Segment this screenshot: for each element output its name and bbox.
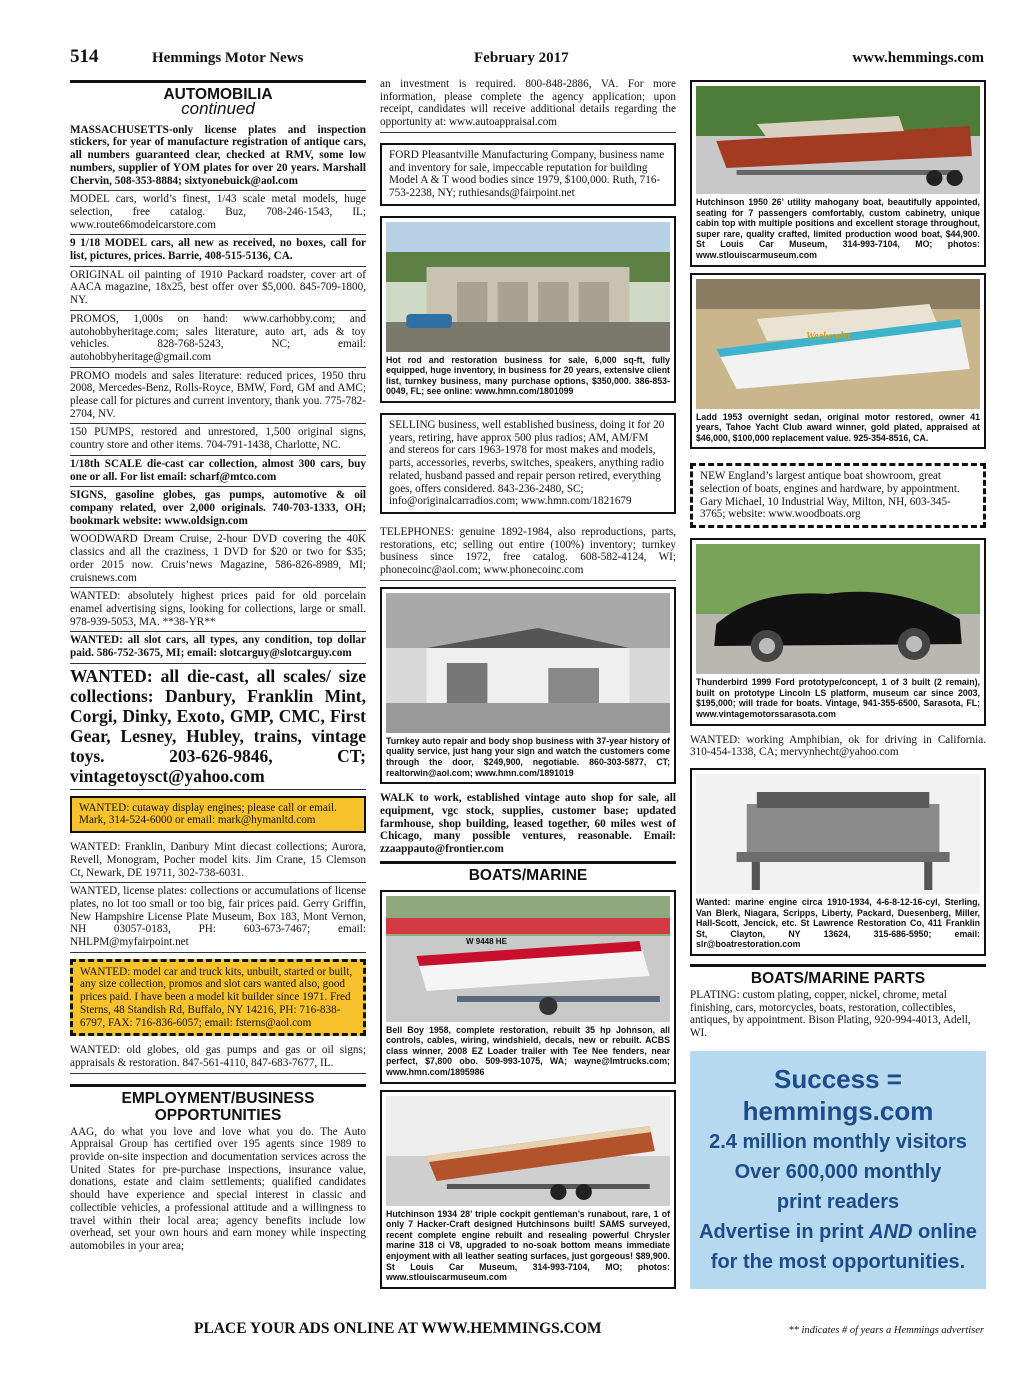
column-3 [690, 80, 986, 1330]
classified-ad: WANTED: Franklin, Danbury Mint diecast collections; Aurora, Revell, Monogram, Pocher model kits. Jim Crane, 15 Clemson Ct, Newark, DE 19711, 302-738-6031. [70, 839, 366, 883]
boat-registration: W 9448 HE [466, 936, 507, 946]
photo-caption: Turnkey auto repair and body shop business with 37-year history of quality service, just hang your sign and watch the customers come through the door, $249,900, negotiable. 860-303-5877, CT; realtorwin@aol.com; www.hmn.com/1891019 [386, 735, 670, 778]
shop-photo [386, 222, 670, 352]
classified-ad-boxed: SELLING business, well established business, doing it for 20 years, retiring, have approx 500 plus radios; AM, AM/FM and stereos for cars 1963-1978 for most makes and models, parts, accessories, reverbs, switches, speakers, anything radio related, husband passed and repair person retired, everything goes, offers considered. 843-236-2480, SC; info@originalcarradios.com; www.hmn.com/1821679 [380, 413, 676, 514]
classified-ad: 1/18th SCALE die-cast car collection, almost 300 cars, buy one or all. For list email: scharf@mtco.com [70, 456, 366, 487]
classified-ad: an investment is required. 800-848-2886, VA. For more information, please complete the agency application; upon receipt, candidates will receive additional details regarding the opportunity at: www.autoappraisal.com [380, 76, 676, 133]
classified-ad: PROMOS, 1,000s on hand: www.carhobby.com; and autohobbyheritage.com; sales literature, auto art, ads & toy vehicles. 828-768-5243, NC; email: autohobbyheritage@gmail.com [70, 311, 366, 368]
engine-photo [696, 774, 980, 894]
publication-name: Hemmings Motor News [152, 50, 304, 66]
boat-photo [386, 896, 670, 1022]
classified-ad: WANTED: absolutely highest prices paid for old porcelain enamel advertising signs, looking for collections, large or small. 978-939-5053, MA. **38-YR** [70, 588, 366, 632]
classified-ad: 9 1/18 MODEL cars, all new as received, no boxes, call for list, pictures, prices. Barrie, 408-515-5136, CA. [70, 235, 366, 266]
column-1 [70, 80, 366, 1330]
header-url[interactable]: www.hemmings.com [852, 50, 984, 66]
footer-cta[interactable]: PLACE YOUR ADS ONLINE AT WWW.HEMMINGS.COM [194, 1320, 602, 1337]
promo-line: for the most opportunities. [710, 1250, 966, 1273]
classified-ad-dashed: NEW England’s largest antique boat showroom, great selection of boats, engines and hardware, by appointment. Gary Michael, 10 Industrial Way, Milton, NH, 603-345-3765; website: www.woodboats.org [690, 463, 986, 528]
classified-ad-dashed: WANTED: model car and truck kits, unbuilt, started or built, any size collection, promos and slot cars wanted also, good prices paid. I have been a model kit builder since 1971. Fred Sterns, 48 Standish Rd, Buffalo, NY 14216, PH: 716-838-6797, FAX: 716-836-6057; email: fsterns@aol.com [70, 959, 366, 1037]
photo-caption: Hot rod and restoration business for sale, 6,000 sq-ft, fully equipped, huge inventory, in business for 20 years, extensive client list, turnkey business, many purchase options, $350,000. 386-853-0049, FL; see online: www.hmn.com/1801099 [386, 354, 670, 397]
section-title-boats-marine: BOATS/MARINE [468, 866, 588, 884]
classified-ad: PROMO models and sales literature: reduced prices, 1950 thru 2008, Mercedes-Benz, Rolls-Royce, BMW, Ford, GM and AMC; please call for pictures and current inventory, thank you. 775-782-2704, NV. [70, 368, 366, 425]
shop-photo [386, 593, 670, 733]
classified-ad: PLATING: custom plating, copper, nickel, chrome, metal finishing, cars, motorcycles, boats, restoration, collectibles, antiques, by appointment. Bison Plating, 920-994-4013, Adell, WI. [690, 988, 971, 1040]
page-number: 514 [70, 46, 99, 67]
promo-text-emphasis: AND [869, 1220, 913, 1243]
photo-ad [690, 538, 986, 725]
promo-line [698, 1217, 978, 1247]
classified-ad: WANTED, license plates: collections or accumulations of license plates, no lot too small or too big, fair prices paid. Gerry Griffin, New Hampshire License Plate Museum, Box 183, Mont Vernon, NH 03057-0183, PH: 603-673-7467; email: NHLPM@myfairpoint.net [70, 883, 366, 953]
photo-ad [380, 890, 676, 1084]
photo-caption: Hutchinson 1950 26’ utility mahogany boat, beautifully appointed, seating for 7 passengers comfortably, custom cabinetry, unique cabin top with multiple positions and excellent storage throughout, super rare, quality crafted, limited production wood boat, $44,900. St Louis Car Museum, 314-993-7104, MO; photos: www.stlouiscarmuseum.com [696, 197, 980, 260]
column-2 [380, 76, 676, 1326]
photo-ad [380, 587, 676, 784]
classified-list [70, 839, 366, 953]
photo-caption: Ladd 1953 overnight sedan, original motor restored, owner 41 years, Tahoe Yacht Club award winner, gold plated, appraised at $46,000, $100,000 replacement value. 925-354-8516, CA. [696, 411, 980, 443]
classified-ad: WALK to work, established vintage auto shop for sale, all equipment, vgc stock, supplies, customer base; updated farmhouse, shop building, leased together, 60 miles west of Chicago, many possible ventures, reasonable. Email: zzaappauto@frontier.com [380, 790, 676, 864]
classified-ad: MASSACHUSETTS-only license plates and inspection stickers, for year of manufacture registration of antique cars, all numbers guaranteed clear, checked at RMV, some low numbers, supplier of YOM plates for over 20 years. Marshall Chervin, 508-353-8884; sixtyonebuick@aol.com [70, 122, 366, 192]
promo-line: 2.4 million monthly visitors [709, 1130, 967, 1153]
section-title-automobilia: AUTOMOBILIA [70, 80, 366, 103]
photo-ad [690, 768, 986, 956]
photo-caption: Hutchinson 1934 28’ triple cockpit gentleman’s runabout, rare, 1 of only 7 Hacker-Craft designed Hutchinsons built! SAMS surveyed, recent complete engine rebuilt and resealing powerful Chrysler marine 318 ci V8, upgraded to no-soak bottom means immediate enjoyment with all leather seating surfaces, just gorgeous! $89,900. St Louis Car Museum, 314-993-7104, MO; photos: www.stlouiscarmuseum.com [386, 1208, 670, 1283]
issue-date: February 2017 [474, 50, 569, 66]
photo-caption: Bell Boy 1958, complete restoration, rebuilt 35 hp Johnson, all controls, cables, wiring, windshield, decals, new or rebuilt. ACBS class winner, 2008 EZ Loader trailer with Tee Nee fenders, near perfect, $7,800 obo. 509-993-1075, WA; wayne@lmtrucks.com; www.hmn.com/1895986 [386, 1024, 670, 1077]
section-title-boats-marine-parts: BOATS/MARINE PARTS [690, 964, 986, 987]
car-photo [696, 544, 980, 674]
classified-ad: WANTED: working Amphibian, ok for driving in California. 310-454-1338, CA; mervynhecht@yahoo.com [690, 733, 986, 759]
classified-ad: ORIGINAL oil painting of 1910 Packard roadster, cover art of AACA magazine, 18x25, best offer over $5,000. 845-709-1800, NY. [70, 267, 366, 311]
footnote: ** indicates # of years a Hemmings advertiser [788, 1325, 984, 1336]
promo-line: Over 600,000 monthly [734, 1160, 942, 1183]
photo-caption: Thunderbird 1999 Ford prototype/concept, 1 of 3 built (2 remain), built on prototype Lincoln LS platform, museum car since 2003, $195,000; will trade for boats. Vintage, 941-355-6500, Sarasota, FL; www.vintagemotorssarasota.com [696, 677, 980, 719]
classified-ad: WOODWARD Dream Cruise, 2-hour DVD covering the 40K classics and all the craziness, 1 DVD for $20 or two for $35; order 2015 now. Cruis’news Magazine, 586-826-8989, MI; cruisnews.com [70, 531, 366, 588]
photo-ad [690, 273, 986, 450]
promo-line: Success = hemmings.com [742, 1063, 934, 1126]
classified-ad: WANTED: all slot cars, all types, any condition, top dollar paid. 586-752-3675, MI; email: slotcarguy@slotcarguy.com [70, 632, 366, 663]
classified-ad: WANTED: old globes, old gas pumps and gas or oil signs; appraisals & restoration. 847-561-4110, 847-683-7677, IL. [70, 1042, 366, 1073]
classified-ad: SIGNS, gasoline globes, gas pumps, automotive & oil company related, over 2,000 originals. 740-703-1333, OH; bookmark website: www.oldsign.com [70, 487, 366, 531]
classified-list [70, 1042, 366, 1073]
photo-ad [690, 80, 986, 267]
classified-ad: WANTED: all die-cast, all scales/ size collections: Danbury, Franklin Mint, Corgi, Dinky, Exoto, GMP, CMC, First Gear, Lesney, Hubley, trains, vintage toys. 203-626-9846, CT; vintagetoysct@yahoo.com [70, 664, 366, 790]
classified-list [70, 122, 366, 790]
photo-ad [380, 216, 676, 403]
promo-text: online [912, 1220, 977, 1243]
photo-ad [380, 1090, 676, 1289]
section-subtitle: continued [181, 99, 255, 118]
boat-photo [696, 279, 980, 409]
promo-line: print readers [776, 1190, 900, 1213]
classified-ad-boxed: FORD Pleasantville Manufacturing Company, business name and inventory for sale, impeccable reputation for building Model A & T wood bodies since 1979, $100,000. Ruth, 716-753-2238, NY; ruthiesands@fairpoint.net [380, 143, 676, 206]
boat-photo [386, 1096, 670, 1206]
promo-text: Advertise in print [699, 1220, 870, 1243]
promo-banner[interactable] [690, 1051, 986, 1289]
boat-name: Weekender [806, 330, 852, 342]
classified-ad: 150 PUMPS, restored and unrestored, 1,500 original signs, country store and other items. 704-791-1438, Charlotte, NC. [70, 424, 366, 455]
section-title-employment: EMPLOYMENT/BUSINESS OPPORTUNITIES [70, 1084, 366, 1124]
boat-photo [696, 86, 980, 194]
classified-ad: AAG, do what you love and love what you do. The Auto Appraisal Group has certified over 195 agents since 1989 to provide on-site inspection and documentation services across the United States for pre-purchase inspections, insurance value, donations, estate and claim settlements; qualified candidates should have experience and special interest in classic and collectible vehicles, a professional attitude and a willingness to travel within their local area; agency benefits include low overhead, set your own hours and earn money while inspecting automobiles in your area; [70, 1125, 366, 1252]
classified-ad-boxed: WANTED: cutaway display engines; please call or email. Mark, 314-524-6000 or email: mark@hymanltd.com [70, 796, 366, 833]
classified-ad: MODEL cars, world’s finest, 1/43 scale metal models, huge selection, free catalog. Buz, 708-246-1543, IL; www.route66modelcarstore.com [70, 191, 366, 235]
photo-caption: Wanted: marine engine circa 1910-1934, 4-6-8-12-16-cyl, Sterling, Van Blerk, Niagara, Scripps, Liberty, Packard, Duesenberg, Miller, Hall-Scott, Jencick, etc. St Lawrence Restoration Co, 411 Franklin St, Clayton, NY 13624, 315-686-5950; email: slr@boatrestoration.com [696, 896, 980, 950]
classified-ad: TELEPHONES: genuine 1892-1984, also reproductions, parts, restorations, etc; selling out entire (100%) inventory; turnkey business since 1972, free catalog. 608-582-4124, WI; phonecoinc@aol.com; www.phonecoinc.com [380, 524, 676, 581]
